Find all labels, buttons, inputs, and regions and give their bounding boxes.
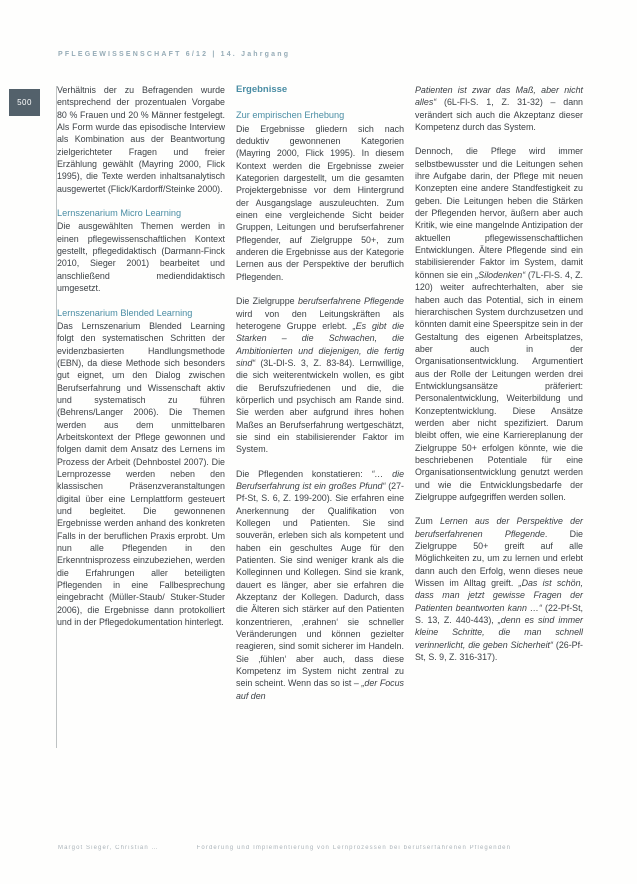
body-text: Lernszenarium Micro Learning [57, 208, 182, 219]
paragraph [57, 220, 225, 294]
body-text: (26-Pf-St, S. 9, Z. 316-317). [415, 639, 583, 663]
journal-header-line: PFLEGEWISSENSCHAFT 6/12 | 14. Jahrgang [58, 51, 291, 58]
text-column-1 [57, 84, 225, 714]
body-text: Dennoch, die Pflege wird immer selbstbewusster und die Leitungen sehen ihre Aufgabe darin, der Pflege mit neuen Konzepten eine andere Standfestigkeit zu geben. Die Leitungen heben die Stärken der Pflegenden hervor, äußern aber auch Kritik, wie eine mangelnde Antizipation der aktuellen pflegewissenschaftlichen Entwicklungen. Ältere Pflegende sind ein stabilisierender Faktor im System, damit können sie ein [415, 146, 583, 280]
quote-text: „denn es sind immer kleine Schritte, die man schnell verinnerlicht, die geben Sicherheit“ [415, 615, 583, 650]
quote-text: „Silodenken“ [475, 269, 526, 280]
body-text: Die Pflegenden konstatieren: [236, 468, 372, 479]
quote-text: „Es gibt die Starken – die Schwachen, die Ambitionierten und diejenigen, die fertig sind“ [236, 320, 404, 368]
paragraph [236, 468, 404, 703]
article-body [57, 84, 583, 714]
paragraph [57, 320, 225, 629]
body-text: Die Ergebnisse gliedern sich nach deduktiv gewonnenen Kategorien (Mayring 2000, Flick 1995). In diesem Kontext werden die Ergebnisse zweier Kategorien dargestellt, um die gesamten Projektergebnisse vor dem Hintergrund der Ausgangslage auszuleuchten. Zum einen eine vergleichende Sicht beider Gruppen, Leitungen und berufserfahrener Pflegender, auf Zielgruppe 50+, zum anderen die Ergebnisse aus der Kategorie Lernen aus der Perspektive der beruflich Pflegenden. [236, 123, 404, 282]
body-text: Die Zielgruppe [236, 296, 298, 307]
footer-article-title: Förderung und Implementierung von Lernprozessen bei berufserfahrenen Pflegenden [196, 845, 512, 851]
quote-text: „der Focus auf den [236, 678, 404, 701]
page-footer [58, 845, 588, 851]
body-text: Das Lernszenarium Blended Learning folgt den systematischen Schritten der evidenzbasierten Handlungsmethode (EBN), da diese Methode sich besonders gut eignet, um den Dialog zwischen Berufserfahrung und Wissenschaft aktiv und systematisch zu führen (Behrens/Langer 2006). Die Themen werden aus dem unmittelbaren Arbeitskontext der Pflege gewonnen und folgen damit dem Ansatz des Lernens im Prozess der Arbeit (Dehnbostel 2007). Die Lernprozesse werden neben den klassischen Präsenzveranstaltungen digital über eine Lernplattform gesteuert und begleitet. Die gewonnenen Ergebnisse werden anhand des konkreten Falls in der beruflichen Praxis erprobt. Um nun alle Pflegenden in den Erkenntnisprozess einzubeziehen, werden die Erfahrungen aller beteiligten Pflegenden in eine Fallbesprechung eingebracht (Müller-Staub/ Stuker-Studer 2006), die Ergebnisse dann protokolliert und in der Pflegedokumentation hinterlegt. [57, 320, 225, 628]
paragraph [236, 123, 404, 283]
section-heading [236, 109, 404, 121]
paragraph [415, 145, 583, 503]
body-text: (22-Pf-St, S. 13, Z. 440-443), [415, 602, 583, 626]
body-text: Die ausgewählten Themen werden in einen pflegewissenschaftlichen Kontext gestellt, pflegedidaktisch (Darmann-Finck 2010, Sieger 2001) bearbeitet und anschließend mediendidaktisch umgesetzt. [57, 221, 225, 294]
quote-text: „Das ist schön, dass man jetzt gewisse Fragen der Patienten beantworten kann …“ [415, 578, 583, 613]
body-text: (6L-Fl-S. 1, Z. 31-32) – dann verändert sich auch die Akzeptanz dieser Kompetenz durch das System. [415, 97, 583, 133]
page-number-badge [9, 89, 40, 116]
body-text: . Die Zielgruppe 50+ greift auf alle Möglichkeiten zu, um zu lernen und erlebt dann auch den Erfolg, wenn dieses neue Wissen im Alltag greift. [415, 528, 583, 589]
body-text: (27-Pf-St, S. 6, Z. 199-200). Sie erfahren eine Anerkennung der Qualifikation von Kollegen und Patienten. Sie sind souverän, erleben sich als kompetent und haben ein geschultes Auge für den Patienten. Sie sind weniger krank als die Kolleginnen und Kollegen. Sind sie krank, dauert es länger, aber sie erfahren die Akzeptanz der Kollegen. Dadurch, dass die Älteren sich stärker auf den Patienten konzentrieren, ‚erahnen‘ sie schneller Veränderungen und können gezielter reagieren, sind somit sicherer im Handeln. Sie ‚fühlen‘ aber auch, dass diese Kompetenz im System nicht zentral zu sein scheint. Wenn das so ist – [236, 480, 405, 689]
quote-text: Lernen aus der Perspektive der berufserfahrenen Pflegende [415, 516, 583, 539]
page-number: 500 [17, 98, 32, 107]
paragraph [415, 84, 583, 133]
section-heading [57, 207, 225, 219]
body-text: Verhältnis der zu Befragenden wurde entsprechend der prozentualen Vorgabe 80 % Frauen und 20 % Männer festgelegt. Als Form wurde das episodische Interview als Kombination aus der Beantwortung zielgerichteter Fragen und freier Erzählung gewählt (Mayring 2000, Flick 1995), die Texte werden inhaltsanalytisch ausgewertet (Flick/Kardorff/Steinke 2000). [57, 85, 225, 194]
paragraph [415, 515, 583, 663]
paragraph [57, 84, 225, 195]
text-column-3 [415, 84, 583, 714]
body-text: (7L-Fl-S. 4, Z. 120) weiter aufrechterhalten, aber sie haben auch das Potential, sich in einem hierarchischen System durchzusetzen und könnten damit eine Speerspitze sein in der Gestaltung des eigenen Arbeitsplatzes, aber auch in der Organisationsentwicklung. Argumentiert aus der Rolle der Leitungen werden drei Entwicklungsansätze präferiert: Personalentwicklung, Weiterbildung und Konzeptentwicklung. Diese Ansätze werden aber nicht spezifiziert. Darum bleibt offen, wie eine Karriereplanung der Zielgruppe 50+ erfolgen könnte, wie die beschriebenen Potentiale für eine Organisationsentwicklung genutzt werden und wie die Entwicklungsbedarfe der Zielgruppe aufgegriffen werden sollen. [415, 269, 584, 502]
paragraph [236, 295, 404, 455]
footer-authors: Margot Sieger, Christian … [58, 845, 159, 851]
body-text: Ergebnisse [236, 84, 288, 95]
body-text: wird von den Leitungskräften als heterogene Gruppe erlebt. [236, 308, 404, 331]
body-text: (3L-Dl-S. 3, Z. 83-84). Lernwillige, die sich weiterentwickeln wollen, es gibt die Berufszufriedenen und die, die körperlich und psychisch am Rande sind. Sie werden aber aufgrund ihres hohen Maßes an Berufserfahrung wertgeschätzt, sie sind ein stabilisierender Faktor im System. [236, 357, 404, 455]
text-column-2 [236, 84, 404, 714]
body-text: Zum [415, 516, 441, 527]
section-heading [57, 307, 225, 319]
quote-text: Patienten ist zwar das Maß, aber nicht alles“ [415, 85, 583, 108]
body-text: Lernszenarium Blended Learning [57, 307, 193, 318]
quote-text: “… die Berufserfahrung ist ein großes Pfund“ [236, 468, 405, 491]
quote-text: berufserfahrene Pflegende [298, 296, 404, 307]
section-title [236, 84, 404, 96]
body-text: Zur empirischen Erhebung [236, 110, 345, 121]
